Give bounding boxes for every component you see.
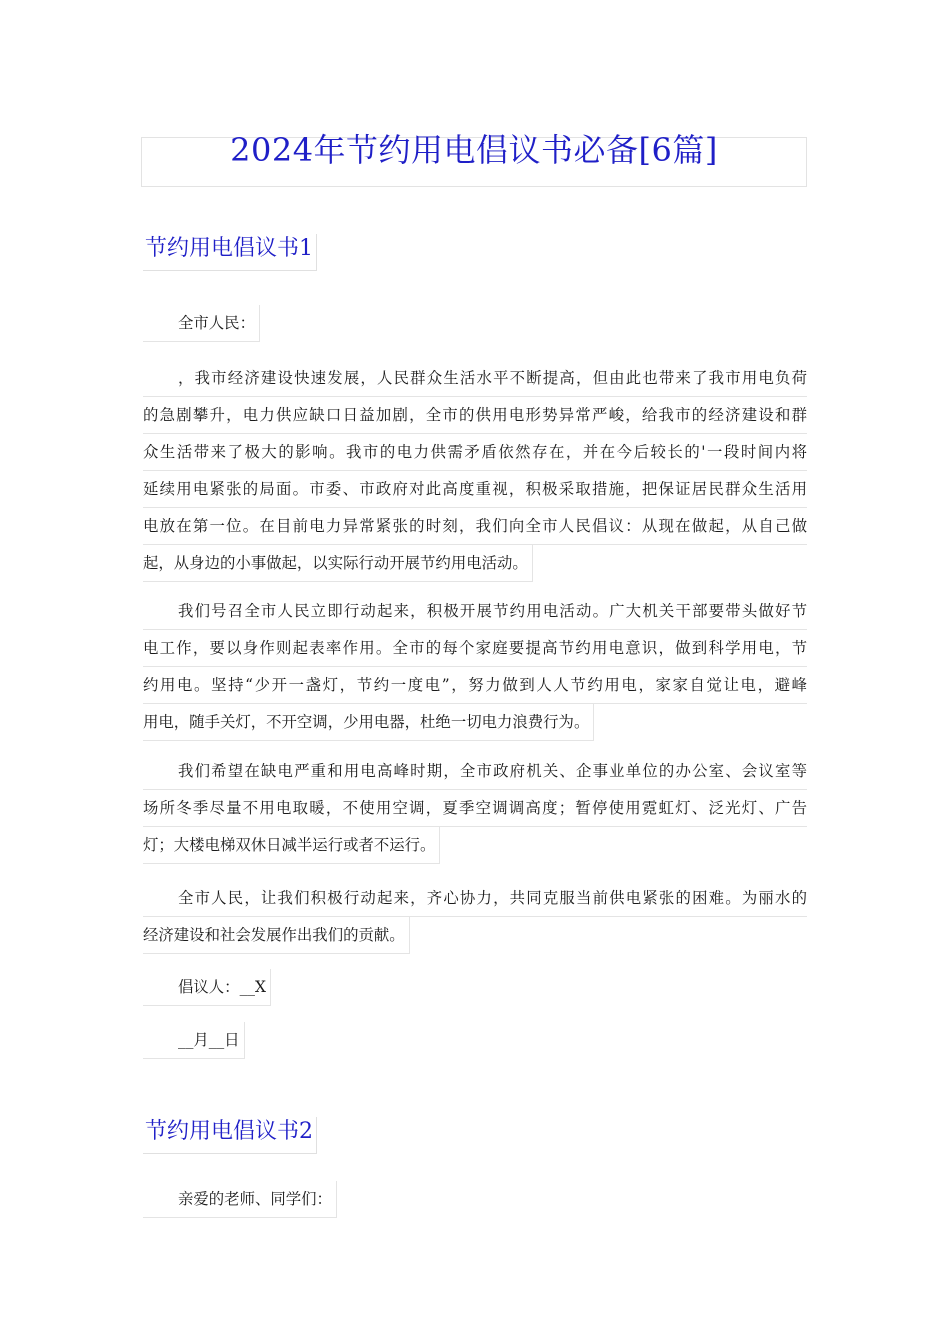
paragraph-2 xyxy=(143,593,807,741)
paragraph-line: 起，从身边的小事做起，以实际行动开展节约用电活动。 xyxy=(143,545,533,582)
paragraph-line: ，我市经济建设快速发展，人民群众生活水平不断提高，但由此也带来了我市用电负荷 xyxy=(143,360,807,397)
paragraph-line: 电工作，要以身作则起表率作用。全市的每个家庭要提高节约用电意识，做到科学用电，节 xyxy=(143,630,807,667)
paragraph-line: 我们希望在缺电严重和用电高峰时期，全市政府机关、企事业单位的办公室、会议室等 xyxy=(143,753,807,790)
paragraph-line: 我们号召全市人民立即行动起来，积极开展节约用电活动。广大机关干部要带头做好节 xyxy=(143,593,807,630)
paragraph-line: 全市人民，让我们积极行动起来，齐心协力，共同克服当前供电紧张的困难。为丽水的 xyxy=(143,880,807,917)
paragraph-line: 场所冬季尽量不用电取暖，不使用空调，夏季空调调高度；暂停使用霓虹灯、泛光灯、广告 xyxy=(143,790,807,827)
paragraph-line: 用电，随手关灯，不开空调，少用电器，杜绝一切电力浪费行为。 xyxy=(143,704,594,741)
date-line: __月__日 xyxy=(143,1022,245,1059)
signature-line: 倡议人：__X xyxy=(143,969,271,1006)
paragraph-line: 众生活带来了极大的影响。我市的电力供需矛盾依然存在，并在今后较长的'一段时间内将 xyxy=(143,434,807,471)
paragraph-line: 电放在第一位。在目前电力异常紧张的时刻，我们向全市人民倡议：从现在做起，从自己做 xyxy=(143,508,807,545)
section-heading-1: 节约用电倡议书1 xyxy=(143,234,317,271)
salutation-1: 全市人民： xyxy=(143,305,260,342)
paragraph-1 xyxy=(143,360,807,582)
paragraph-line: 的急剧攀升，电力供应缺口日益加剧，全市的供用电形势异常严峻，给我市的经济建设和群 xyxy=(143,397,807,434)
paragraph-line: 经济建设和社会发展作出我们的贡献。 xyxy=(143,917,410,954)
paragraph-4 xyxy=(143,880,807,954)
document-title: 2024年节约用电倡议书必备[6篇] xyxy=(230,131,718,169)
paragraph-3 xyxy=(143,753,807,864)
section-heading-2: 节约用电倡议书2 xyxy=(143,1117,317,1154)
paragraph-line: 延续用电紧张的局面。市委、市政府对此高度重视，积极采取措施，把保证居民群众生活用 xyxy=(143,471,807,508)
salutation-2: 亲爱的老师、同学们： xyxy=(143,1181,337,1218)
paragraph-line: 约用电。坚持“少开一盏灯，节约一度电”，努力做到人人节约用电，家家自觉让电，避峰 xyxy=(143,667,807,704)
paragraph-line: 灯；大楼电梯双休日减半运行或者不运行。 xyxy=(143,827,440,864)
